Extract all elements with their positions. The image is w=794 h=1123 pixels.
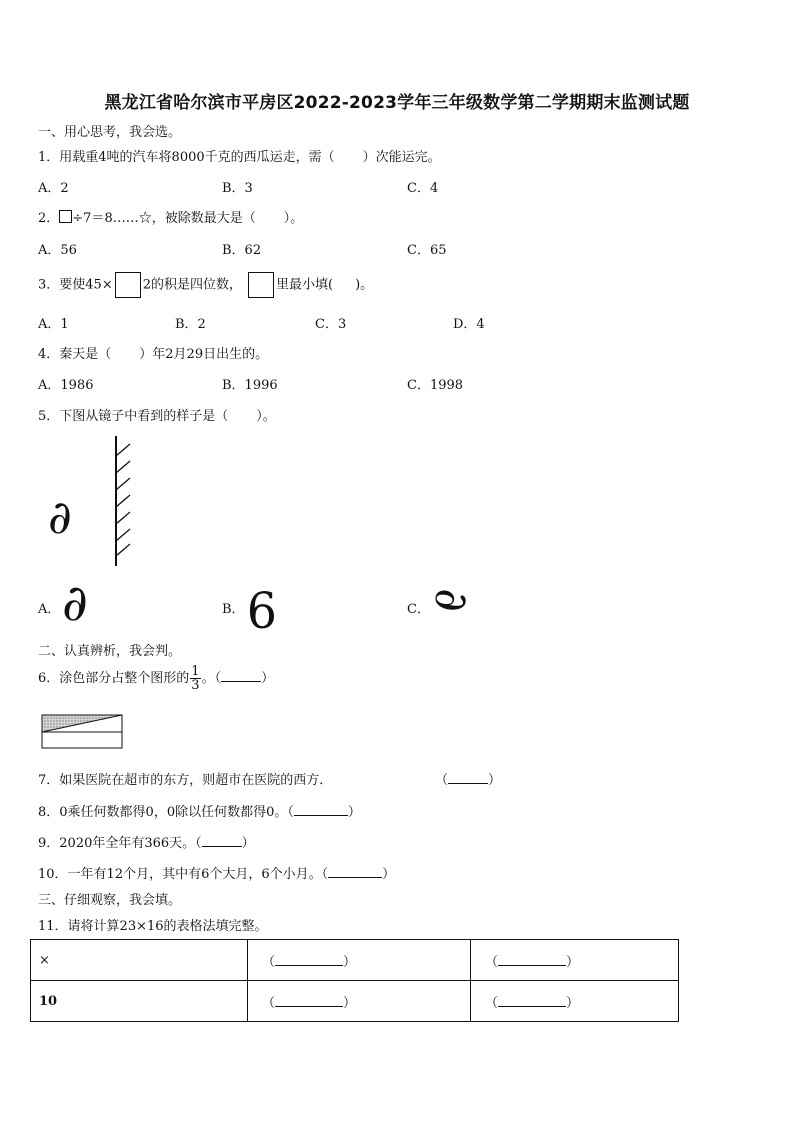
paren-left: （ <box>485 995 499 1011</box>
answer-blank[interactable] <box>221 668 261 682</box>
question-6-text: 6．涂色部分占整个图形的 <box>38 671 190 686</box>
question-1-text: 1．用载重4吨的汽车将8000千克的西瓜运走，需（ <box>38 150 335 165</box>
question-8-paren-right: ） <box>347 805 361 820</box>
question-3 <box>38 272 373 298</box>
fraction-numerator: 1 <box>191 664 200 679</box>
table-cell-header: × <box>31 940 248 981</box>
question-3-text-a: 3．要使45× <box>38 277 113 293</box>
paren-left: （ <box>485 954 499 970</box>
table-cell-header: 10 <box>31 981 248 1022</box>
page-title: 黑龙江省哈尔滨市平房区2022-2023学年三年级数学第二学期期末监测试题 <box>104 93 690 113</box>
table-cell-answer[interactable] <box>471 940 679 981</box>
table-cell-answer[interactable] <box>248 981 471 1022</box>
question-1 <box>38 146 441 165</box>
answer-blank[interactable] <box>328 864 382 878</box>
question-4-text-a: 4．秦天是（ <box>38 347 112 362</box>
q1-option-c[interactable]: C．4 <box>407 181 439 196</box>
shaded-rectangle-figure <box>41 714 124 750</box>
answer-blank[interactable] <box>202 833 242 847</box>
table-cell-answer[interactable] <box>471 981 679 1022</box>
question-10-text: 10．一年有12个月，其中有6个大月，6个小月。（ <box>38 867 329 882</box>
paren-right: ） <box>566 995 580 1011</box>
question-2-suffix: ）。 <box>283 211 304 226</box>
question-2 <box>38 207 303 226</box>
question-8-text: 8．0乘任何数都得0，0除以任何数都得0。（ <box>38 805 294 820</box>
question-6 <box>38 665 274 692</box>
answer-blank[interactable] <box>498 952 566 966</box>
question-1-suffix: ）次能运完。 <box>362 150 441 165</box>
question-3-text-d: )。 <box>355 277 374 293</box>
table-cell-answer[interactable] <box>248 940 471 981</box>
question-2-number: 2． <box>38 211 60 226</box>
q3-option-a[interactable]: A．1 <box>38 317 69 332</box>
answer-blank[interactable] <box>294 802 348 816</box>
table-row <box>31 940 679 981</box>
q1-option-b[interactable]: B．3 <box>222 181 253 196</box>
answer-blank[interactable] <box>498 993 566 1007</box>
answer-blank[interactable] <box>275 952 343 966</box>
option-c-glyph[interactable]: ∂ <box>424 588 479 612</box>
q2-option-c[interactable]: C．65 <box>407 243 447 258</box>
answer-box[interactable] <box>115 272 141 298</box>
paren-right: ） <box>343 954 357 970</box>
question-6-paren-right: ） <box>261 671 275 686</box>
option-a-glyph[interactable]: ∂ <box>62 574 88 632</box>
q1-option-a[interactable]: A．2 <box>38 181 69 196</box>
square-box-icon <box>59 210 72 223</box>
q4-option-c[interactable]: C．1998 <box>407 378 464 393</box>
q3-option-c[interactable]: C．3 <box>315 317 347 332</box>
option-b-glyph[interactable]: 6 <box>246 582 278 640</box>
section-3-heading: 三、仔细观察，我会填。 <box>38 893 182 908</box>
question-7-answer <box>435 769 501 788</box>
q3-option-d[interactable]: D．4 <box>453 317 485 332</box>
section-2-heading: 二、认真辨析，我会判。 <box>38 644 182 659</box>
q3-option-b[interactable]: B．2 <box>175 317 206 332</box>
question-5-suffix: ）。 <box>256 409 276 424</box>
fraction-denominator: 3 <box>191 678 200 693</box>
question-5-text: 5．下图从镜子中看到的样子是（ <box>38 409 229 424</box>
answer-blank[interactable] <box>448 770 488 784</box>
question-10 <box>38 863 395 882</box>
figure-glyph: ∂ <box>48 490 72 544</box>
q5-option-b[interactable]: B． <box>222 602 245 617</box>
mirror-icon <box>112 436 136 568</box>
paren-right: ） <box>566 954 580 970</box>
question-9-text: 9．2020年全年有366天。（ <box>38 836 202 851</box>
answer-blank[interactable] <box>335 148 363 161</box>
question-5 <box>38 405 276 424</box>
q5-option-c[interactable]: C． <box>407 602 430 617</box>
question-2-text: ÷7＝8……☆，被除数最大是（ <box>72 211 256 226</box>
paren-left: （ <box>262 954 276 970</box>
question-7-paren-right: ） <box>488 773 502 788</box>
question-10-paren-right: ） <box>382 867 396 882</box>
question-3-text-c: 里最小填( <box>276 277 334 293</box>
question-11: 11．请将计算23×16的表格法填完整。 <box>38 919 268 934</box>
table-row <box>31 981 679 1022</box>
question-9-paren-right: ） <box>241 836 255 851</box>
q2-option-b[interactable]: B．62 <box>222 243 262 258</box>
question-3-text-b: 2的积是四位数， <box>142 277 242 293</box>
answer-blank[interactable] <box>275 993 343 1007</box>
question-4 <box>38 343 268 362</box>
paren-right: ） <box>343 995 357 1011</box>
question-8 <box>38 801 361 820</box>
q5-option-a[interactable]: A． <box>38 602 61 617</box>
question-7 <box>38 769 332 788</box>
section-1-heading: 一、用心思考，我会选。 <box>38 125 182 140</box>
q4-option-b[interactable]: B．1996 <box>222 378 278 393</box>
fraction <box>190 665 200 692</box>
paren-left: （ <box>262 995 276 1011</box>
question-9 <box>38 832 255 851</box>
answer-box[interactable] <box>248 272 274 298</box>
question-7-paren-left: （ <box>435 773 449 788</box>
question-6-paren-left: 。（ <box>201 671 222 686</box>
multiplication-table <box>30 939 679 1022</box>
q2-option-a[interactable]: A．56 <box>38 243 77 258</box>
question-7-text: 7．如果医院在超市的东方，则超市在医院的西方． <box>38 773 333 788</box>
q4-option-a[interactable]: A．1986 <box>38 378 94 393</box>
question-4-text-b: ）年2月29日出生的。 <box>139 347 269 362</box>
